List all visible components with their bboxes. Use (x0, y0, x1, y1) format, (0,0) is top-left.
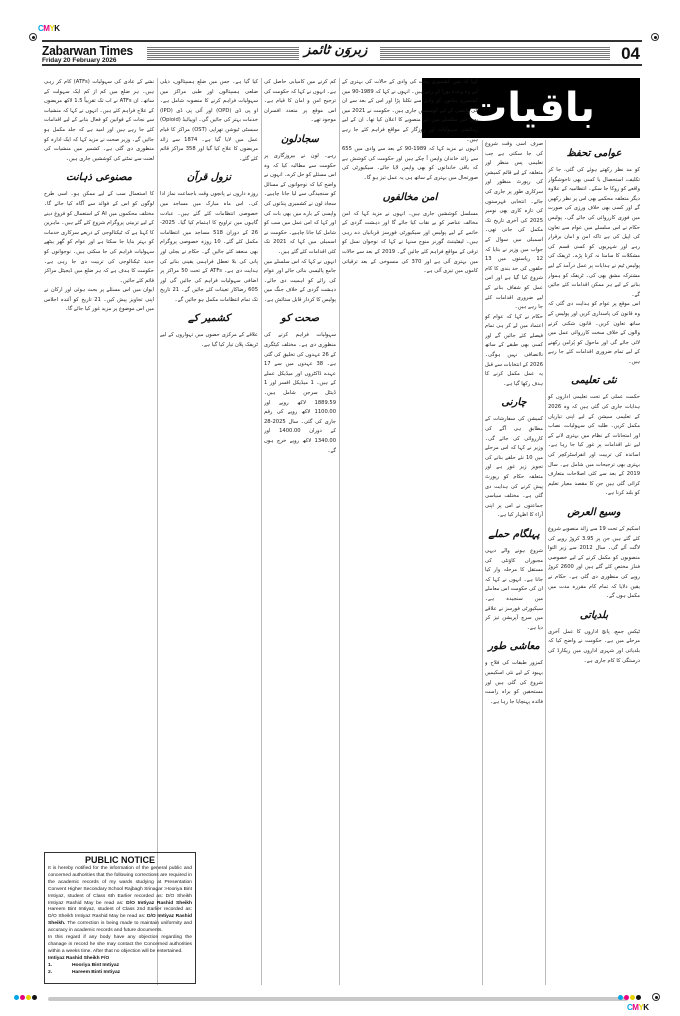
section-banner: باقیات (422, 78, 640, 138)
headline-sajjad-lone: سجادلون (281, 133, 319, 145)
headline-maashi-taur: معاشی طور (488, 641, 540, 653)
article-text: کم کرنے میں کامیابی حاصل کی ہے۔ انہوں نے کہا کہ حکومت کی ترجیح امن و امان کا قیام ہے۔ اس موقع پر متعدد افسران موجود تھے۔ (264, 79, 336, 124)
article-text: کمزور طبقات کی فلاح و بہبود کے لیے نئی اسکیمیں شروع کی گئی ہیں اور مستحقین کو براہ راست فائدہ پہنچایا جا رہا ہے۔ (485, 660, 543, 705)
registration-mark-bottom-right (652, 993, 660, 1001)
article-text: ایوان میں اس مسئلے پر بحث ہوئی اور ارکان نے اپنی تجاویز پیش کیں۔ 21 تاریخ کو آئندہ اجلاس میں اس موضوع پر مزید غور کیا جائے گا۔ (44, 287, 154, 313)
article-column-2 (485, 140, 543, 985)
public-notice-body: It is hereby notified for the information of the general public and concerned authorities that the following corrections are required in the academic records of my wards studying at Presentation Convent Higher Secondary School Rajbagh Srinagar :Hooriya Bint Imtiyaz, student of Class 6th Earlier recorded as: D/O Sheikh Imtiyaz Rashid May be read as: D/O Imtiyaz Rashid Sheikh Hareem Bint Imtiyaz, student of Class 2nd Earlier recorded as: D/O Sheikh Imtiyaz Rashid May be read as: D/O Imtiyaz Rashid Sheikh. The correction is being made to maintain uniformity and accuracy in academic records and future documents. (48, 866, 193, 934)
column-divider (482, 140, 483, 985)
headline-kashmir-ke: کشمیر کے (187, 313, 231, 325)
headline-masnooi-zahanat: مصنوعی ذہانت (66, 172, 132, 184)
headline-charni: چارنی (501, 397, 527, 409)
article-text: رہے۔ لون نے بیروزگاری پر حکومت سے مطالبہ کیا کہ وہ اس مسئلے کو حل کرے۔ انہوں نے واضح کیا کہ نوجوانوں کے مسائل کو سنجیدگی سے لیا جانا چاہیے۔ سجاد لون نے کشمیری پنڈتوں کی واپسی کے بارے میں بھی بات کی اور کہا کہ اس عمل میں سب کو شامل کیا جانا چاہیے۔ حکومت نے اسمبلی میں کہا کہ 2021 تک کئی اقدامات کئے گئے ہیں۔ (264, 152, 336, 255)
issue-date: Friday 20 February 2026 (42, 57, 117, 64)
column-divider (261, 78, 262, 985)
article-text: کیا گیا ہے۔ جس میں ضلع ہسپتالوں، ذیلی ضلعی ہسپتالوں اور طبی مراکز میں سہولیات فراہم کرنے کا منصوبہ شامل ہے۔ او پی ڈی (OPD) اور آئی پی ڈی (IPD) خدمات بہتر کی جائیں گی۔ اوپیائیڈ (Opioid) سبسٹی ٹیوشن تھراپی (OST) مراکز کا قیام عمل میں لایا گیا ہے۔ 1874 سے زائد مریضوں کا علاج کیا گیا اور 358 مراکز قائم کئے گئے۔ (160, 79, 258, 162)
masthead-urdu-title: زبروَن ٹائمز (304, 43, 368, 58)
article-text: اس موقع پر عوام کو ہدایت دی گئی کہ وہ قانون کی پاسداری کریں اور پولیس کے ساتھ تعاون کریں۔ قانون شکنی کرنے والوں کے خلاف سخت کارروائی عمل میں لائی جائے گی اور ماحول کو پُرامن رکھنے کے لیے تمام ضروری اقدامات کئے جا رہے ہیں۔ (548, 301, 640, 365)
article-text: کو مد نظر رکھتے ہوئے کی گئی، جا کر تکلیف، استحصال یا کسی بھی ناخوشگوار واقعے کو روکا جا سکے۔ انتظامیہ کے علاوہ دیگر متعلقہ محکمے بھی اس پر نظر رکھیں گے اور کسی بھی خلاف ورزی کی صورت میں فوری کارروائی کی جائے گی۔ پولیس حکام نے اس سلسلے میں عوام سے تعاون کی اپیل کی ہے تاکہ امن و امان برقرار رہے اور شہریوں کو کسی قسم کی مشکلات کا سامنا نہ کرنا پڑے۔ ٹریفک کی پولیس ٹیم نے ہدایات پر عمل درآمد کے لیے مشترکہ مشق بھی کی۔ ٹریفک کو ہموار بنانے کے لیے ہر ممکن اقدامات کئے جائیں گے۔ (548, 167, 640, 298)
headline-pahalgam-hamle: پہلگام حملے (488, 528, 540, 540)
article-text: حکمت عملی کے تحت تعلیمی اداروں کو ہدایات جاری کی گئی ہیں کہ وہ 2026 کے تعلیمی سیشن کے لیے اپنی تیاریاں مکمل کریں۔ طلبہ کی سہولیات، نصاب اور امتحانات کے نظام میں بہتری لانے کے لیے نئے اقدامات پر غور کیا جا رہا ہے۔ اساتذہ کی تربیت اور انفراسٹرکچر کی بہتری بھی ترجیحات میں شامل ہے۔ سال 2019 کے بعد سے کئی اصلاحات متعارف کرائی گئی ہیں جن کا مقصد معیار تعلیم کو بلند کرنا ہے۔ (548, 394, 640, 497)
registration-mark-top-left (29, 33, 37, 41)
headline-aman-mukhalifon: امن مخالفوں (382, 191, 438, 203)
column-divider (157, 78, 158, 985)
article-text: کمیشن کی سفارشات کے مطابق ہی آگے کی کارروائی کی جائے گی۔ وزیر نے کہا کہ اس مرحلے میں 10 نئے حلقے بنانے کی تجویز زیر غور ہے اور متعلقہ حکام کو رپورٹ پیش کرنے کی ہدایت دی گئی ہے۔ مختلف سیاسی جماعتوں نے اس پر اپنی آراء کا اظہار کیا ہے۔ (485, 416, 543, 519)
headline-awami-tahaffuz: عوامی تحفظ (566, 148, 622, 159)
headline-nuzool-e-quran: نزول قرآن (186, 172, 232, 184)
newspaper-page (42, 40, 642, 985)
article-text: نشے کے عادی کی سہولیات (ATFs) کام کر رہی ہیں۔ ہر ضلع میں کم از کم ایک سہولت کے ساتھ۔ ان ATFs نے اب تک تقریباً 1.5 لاکھ مریضوں کے علاج فراہم کئے ہیں۔ انہوں نے کہا کہ منشیات سے نجات کے قوانین کو فعال بنانے کے لیے اقدامات کئے جا رہے ہیں اور امید ہے کہ جلد مکمل ہو جائیں گے۔ وزیر صحت نے مزید کہا کہ ایک ادارہ کو منظوری دی گئی ہے۔ کشمیر میں منشیات کی لعنت سے نمٹنے کی کوششیں جاری ہیں۔ (44, 79, 154, 162)
article-text: اسکیم کے تحت 19 سے زائد منصوبے شروع کئے گئے ہیں جن پر 3.95 کروڑ روپے کی لاگت آئے گی۔ سال 2012 سے زیر التوا منصوبوں کو مکمل کرنے کے لیے خصوصی فنڈز مختص کئے گئے ہیں اور 2600 کروڑ روپے کی منظوری دی گئی ہے۔ حکام نے یقین دلایا کہ تمام کام مقررہ مدت میں مکمل ہوں گے۔ (548, 526, 640, 600)
color-dots-right (618, 995, 641, 1000)
article-text: انہوں نے مزید کہا کہ 1989-90 کے بعد سے وادی میں 655 سے زائد خاندان واپس آ چکے ہیں اور حکومت کی کوشش ہے کہ باقی خاندانوں کو بھی واپس لایا جائے۔ سیکیورٹی کی صورتحال میں بہتری کے ساتھ ہی یہ عمل تیز ہو گا۔ (342, 146, 478, 181)
public-notice-objection: In this regard if any body have any objection regarding the chanage in record he she may contact the Concerned authorities within a weeks time. After that no objection will be entertained. (48, 935, 192, 954)
public-notice-title: PUBLIC NOTICE (84, 855, 155, 865)
cmyk-label-top: CMYK (38, 24, 60, 33)
article-column-1 (548, 140, 640, 985)
print-bottom-bar (48, 997, 628, 1001)
public-notice-box (44, 852, 196, 984)
article-column-5 (160, 78, 258, 985)
article-text: روزہ داروں نے پانچوں وقت باجماعت نماز ادا کی۔ اس ماہ مبارک میں مساجد میں خصوصی انتظامات کئے گئے ہیں۔ عبادت گاہوں میں تراویح کا اہتمام کیا گیا۔ 2025-26 کے دوران 518 مساجد میں انتظامات مکمل کئے گئے۔ 10 روزہ خصوصی پروگرام بھی منعقد کئے جائیں گے۔ حکام نے بجلی اور پانی کی بلا تعطل فراہمی یقینی بنانے کی ہدایت دی ہے۔ ATFs کے تحت 50 مراکز پر اضافی سہولیات فراہم کی جائیں گی اور 605 رضاکار تعینات کئے جائیں گے۔ 21 تاریخ تک تمام انتظامات مکمل ہو جائیں گے۔ (160, 191, 258, 303)
article-text: کہا کہ میں کشمیری پنڈت کی وادی کے حالات کی بہتری کے لیے وہ وعدہ پورا کر رہے ہیں۔ انہوں نے کہا کہ 1989-90 میں کشمیری پنڈتوں کو وادی سے نکلنا پڑا اور اس کے بعد سے ان کی واپسی کے لیے کوششیں جاری ہیں۔ حکومت نے 2021 میں بھی اس سلسلے میں نئے منصوبے کا اعلان کیا تھا۔ ان کے لیے رہائشی سہولیات اور روزگار کے مواقع فراہم کئے جا رہے ہیں۔ (342, 79, 478, 143)
article-text: سہولیات فراہم کرنے کی منظوری دی ہے۔ مختلف کیٹگری کے 26 عہدوں کی تخلیق کی گئی ہے۔ 38 عہدوں میں سے 17 عہدے ڈاکٹروں اور میڈیکل عملے کے ہیں۔ 1 میڈیکل افسر اور 1 ڈینٹل سرجن شامل ہیں۔ 1889.59 لاکھ روپے اور 1100.00 لاکھ روپے کی رقم جاری کی گئی۔ سال 2025-28 کے دوران 1400.00 اور 1340.00 لاکھ روپے خرچ ہوں گے۔ (264, 332, 336, 454)
color-dots-left (14, 995, 37, 1000)
column-divider (545, 140, 546, 985)
header-rule-lines-right (380, 46, 610, 60)
masthead-title: Zabarwan Times (42, 43, 134, 59)
public-notice-child-2: 2. Hareem Binti Imtiyaz (48, 969, 121, 975)
cmyk-label-bottom: CMYK (627, 1003, 649, 1012)
page-header (42, 40, 642, 66)
article-column-6 (44, 78, 154, 848)
public-notice-child-1: 1. Hooriya Bint Imtiyaz (48, 962, 120, 968)
article-text: صرف اسی وقت شروع کی جا سکتی ہے جب تعلیمی پس منظر اور متعلقہ کے لیے قائم کمیشن کی رپورٹ منظور اور سرکاری طور پر جاری کی جائے۔ انتخابی فہرستوں کی تازہ کاری بھی نومبر 2025 کی آخری تاریخ تک مکمل کی جانی تھی۔ اسمبلی میں سوال کے جواب میں وزیر نے بتایا کہ 12 ریاستوں میں 13 حلقوں کی حد بندی کا کام شروع کیا گیا ہے اور اس عمل کو شفاف بنانے کے لیے ضروری اقدامات کئے جا رہے ہیں۔ (485, 141, 543, 311)
article-column-3 (342, 78, 478, 985)
headline-wasi-ul-arz: وسیع العرض (567, 507, 621, 518)
public-notice-signatory: Imtiyaz Rashid Sheikh F/O (48, 955, 110, 961)
article-text: حکام نے کہا کہ عوام کو اعتماد میں لے کر ہی تمام فیصلے کئے جائیں گے اور کسی بھی طبقے کے ساتھ ناانصافی نہیں ہوگی۔ 2026 کے انتخابات سے قبل یہ عمل مکمل کرنے کا ہدف رکھا گیا ہے۔ (485, 313, 543, 387)
article-text: شروع ہونے والے دیہی مجبوراں کاؤنٹی کی مستقل کا مرحلہ وار کیا جانا ہے۔ انہوں نے کہا کہ ان کی حکومت اس معاملے میں سنجیدہ ہے۔ سیکیورٹی فورسز نے علاقے میں سرچ آپریشن تیز کر دیا ہے۔ (485, 547, 543, 631)
page-number: 04 (621, 44, 640, 63)
header-rule-lines-left (147, 46, 299, 60)
article-column-4 (264, 78, 336, 985)
article-text: مسلسل کوششیں جاری ہیں۔ انہوں نے مزید کہا کہ امن مخالف عناصر کو بے نقاب کیا جائے گا اور دہشت گردی کے خاتمے کے لیے پولیس اور سیکیورٹی فورسز قربانیاں دے رہی ہیں۔ لیفٹیننٹ گورنر منوج سنہا نے کہا کہ نوجوان نسل کو ترقی کے مواقع فراہم کئے جائیں گے۔ 2019 کے بعد سے حالات میں بہتری آئی ہے اور 370 کی منسوخی کے بعد ترقیاتی کاموں میں تیزی آئی ہے۔ (342, 210, 478, 275)
registration-mark-top-right (651, 33, 659, 41)
article-text: علاقے کے مرکزی حصوں میں تہواروں کے لیے ٹریفک پلان تیار کیا گیا ہے۔ (160, 332, 258, 349)
headline-baldiyati: بلدیاتی (579, 609, 609, 621)
article-text: کا استعمال سب کے لیے ممکن ہو۔ اسی طرح لوگوں کو اس کے فوائد سے آگاہ کیا جائے گا۔ مختلف محکموں میں AI کے استعمال کو فروغ دینے کے لیے تربیتی پروگرام شروع کئے گئے ہیں۔ ماہرین کا کہنا ہے کہ ٹیکنالوجی کے ذریعے سرکاری خدمات کو بہتر بنایا جا سکتا ہے اور عوام کو گھر بیٹھے سہولیات فراہم کی جا سکتی ہیں۔ نوجوانوں کو جدید ٹیکنالوجی کی تربیت دی جا رہی ہے۔ حکومت کا ہدف ہے کہ ہر ضلع میں ڈیجیٹل مراکز قائم کئے جائیں۔ (44, 191, 154, 284)
headline-sehat: صحت کو (280, 313, 320, 325)
article-text: انہوں نے کہا کہ اس سلسلے میں جامع پالیسی بنائی جائے اور عوام کی رائے کو اہمیت دی جائے۔ دہشت گردی کے خلاف جنگ میں پولیس کا کردار قابل ستائش ہے۔ (264, 258, 336, 303)
column-divider (339, 78, 340, 985)
headline-nai-talimi: نئی تعلیمی (571, 375, 617, 387)
article-text: ٹیکس جمع، پانچ اداروں کا عمل آخری مرحلے میں ہے۔ حکومت نے واضح کیا کہ بلدیاتی اور شہری اداروں میں ریکارڈ کی درستگی کا کام جاری ہے۔ (548, 628, 640, 664)
